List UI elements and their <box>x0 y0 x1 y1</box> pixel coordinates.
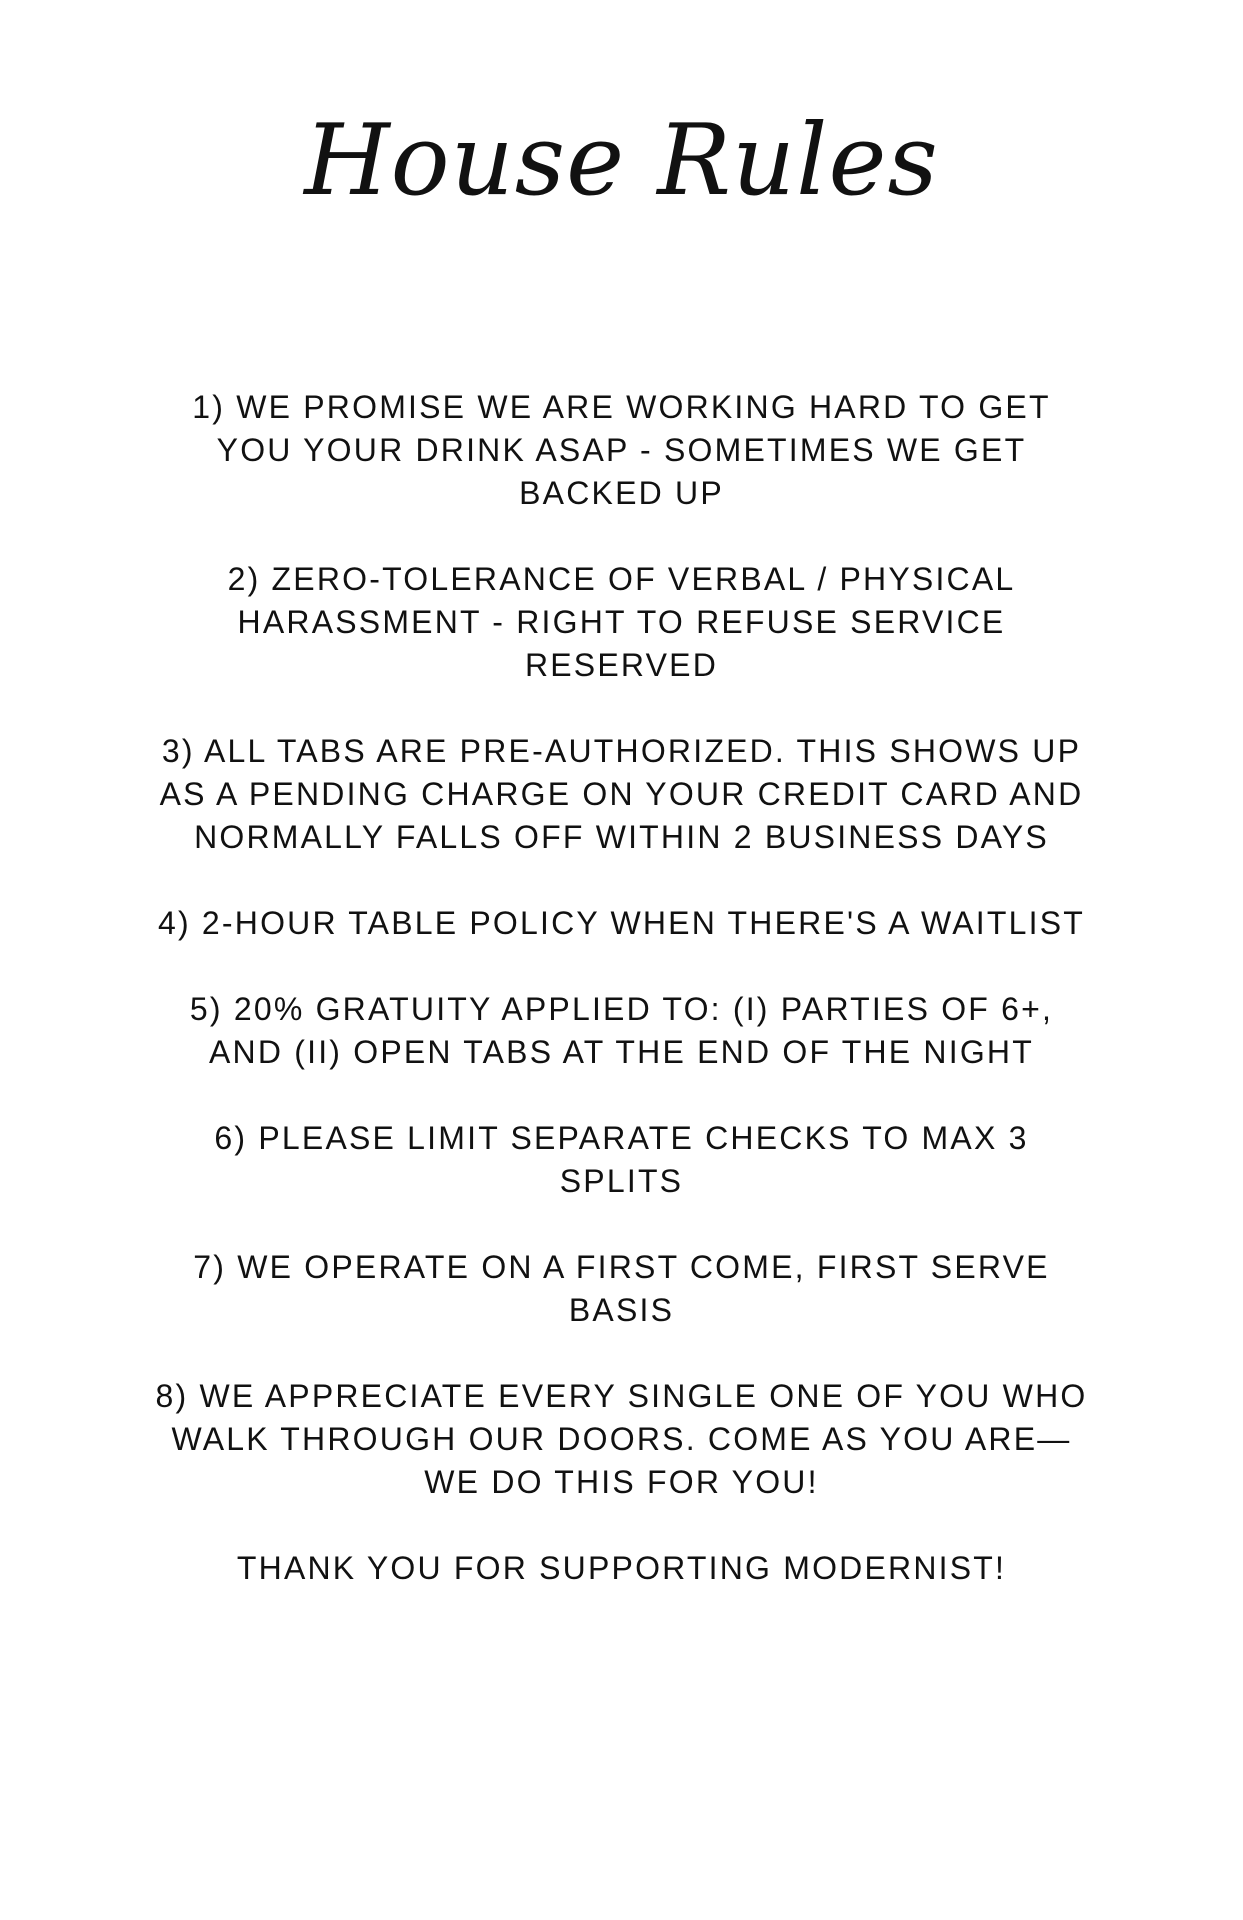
rule-item-8: 8) WE APPRECIATE EVERY SINGLE ONE OF YOU WHO WALK THROUGH OUR DOORS. COME AS YOU ARE—WE DO THIS FOR YOU! <box>155 1378 1088 1500</box>
closing-message: THANK YOU FOR SUPPORTING MODERNIST! <box>236 1550 1007 1586</box>
rule-item-6: 6) PLEASE LIMIT SEPARATE CHECKS TO MAX 3 SPLITS <box>214 1120 1029 1199</box>
rule-item-1: 1) WE PROMISE WE ARE WORKING HARD TO GET YOU YOUR DRINK ASAP - SOMETIMES WE GET BACKED UP <box>192 389 1051 511</box>
rule-item-2: 2) ZERO-TOLERANCE OF VERBAL / PHYSICAL HARASSMENT - RIGHT TO REFUSE SERVICE RESERVED <box>227 561 1016 683</box>
rule-item-3: 3) ALL TABS ARE PRE-AUTHORIZED. THIS SHOWS UP AS A PENDING CHARGE ON YOUR CREDIT CARD AND NORMALLY FALLS OFF WITHIN 2 BUSINESS DAYS <box>159 733 1084 855</box>
rule-item-7: 7) WE OPERATE ON A FIRST COME, FIRST SERVE BASIS <box>193 1249 1050 1328</box>
rules-list <box>150 386 1093 1590</box>
page-title: House Rules <box>304 104 939 218</box>
rule-item-5: 5) 20% GRATUITY APPLIED TO: (I) PARTIES OF 6+, AND (II) OPEN TABS AT THE END OF THE NIGHT <box>189 991 1054 1070</box>
rule-item-4: 4) 2-HOUR TABLE POLICY WHEN THERE'S A WAITLIST <box>157 905 1086 941</box>
